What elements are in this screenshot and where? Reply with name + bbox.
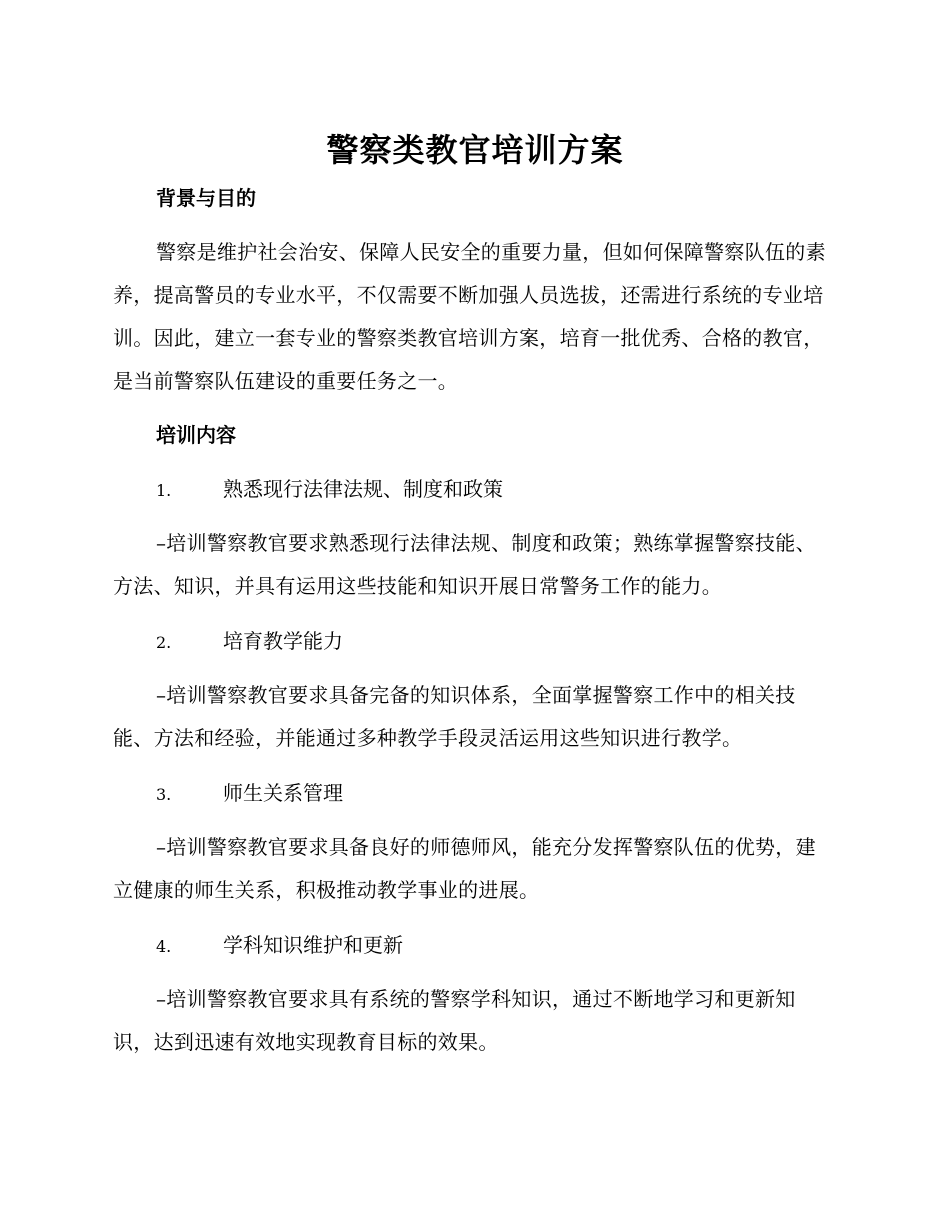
section-heading-background: 背景与目的 bbox=[156, 186, 256, 210]
list-item-heading bbox=[156, 778, 343, 810]
list-item-number: 3. bbox=[156, 785, 172, 804]
list-item-title: 培育教学能力 bbox=[223, 629, 343, 653]
list-item-description: –培训警察教官要求具有系统的警察学科知识，通过不断地学习和更新知识，达到迅速有效地实现教育目标的效果。 bbox=[113, 987, 796, 1054]
list-item-heading bbox=[156, 474, 503, 506]
list-item-title: 学科知识维护和更新 bbox=[223, 933, 403, 957]
list-item-number: 1. bbox=[156, 481, 172, 500]
list-item-heading bbox=[156, 930, 403, 962]
list-item-description: –培训警察教官要求具备良好的师德师风，能充分发挥警察队伍的优势，建立健康的师生关系，积极推动教学事业的进展。 bbox=[113, 835, 816, 902]
list-item-number: 4. bbox=[156, 937, 172, 956]
list-item-title: 师生关系管理 bbox=[223, 781, 343, 805]
document-title: 警察类教官培训方案 bbox=[326, 131, 624, 169]
list-item-number: 2. bbox=[156, 633, 172, 652]
list-item-heading bbox=[156, 626, 343, 658]
background-paragraph: 警察是维护社会治安、保障人民安全的重要力量，但如何保障警察队伍的素养，提高警员的专业水平，不仅需要不断加强人员选拔，还需进行系统的专业培训。因此，建立一套专业的警察类教官培训方案，培育一批优秀、合格的教官，是当前警察队伍建设的重要任务之一。 bbox=[113, 240, 826, 393]
list-item-title: 熟悉现行法律法规、制度和政策 bbox=[223, 477, 503, 501]
section-heading-content: 培训内容 bbox=[156, 423, 236, 447]
list-item-description: –培训警察教官要求具备完备的知识体系，全面掌握警察工作中的相关技能、方法和经验，并能通过多种教学手段灵活运用这些知识进行教学。 bbox=[113, 683, 796, 750]
list-item-description: –培训警察教官要求熟悉现行法律法规、制度和政策；熟练掌握警察技能、方法、知识，并具有运用这些技能和知识开展日常警务工作的能力。 bbox=[113, 531, 816, 598]
